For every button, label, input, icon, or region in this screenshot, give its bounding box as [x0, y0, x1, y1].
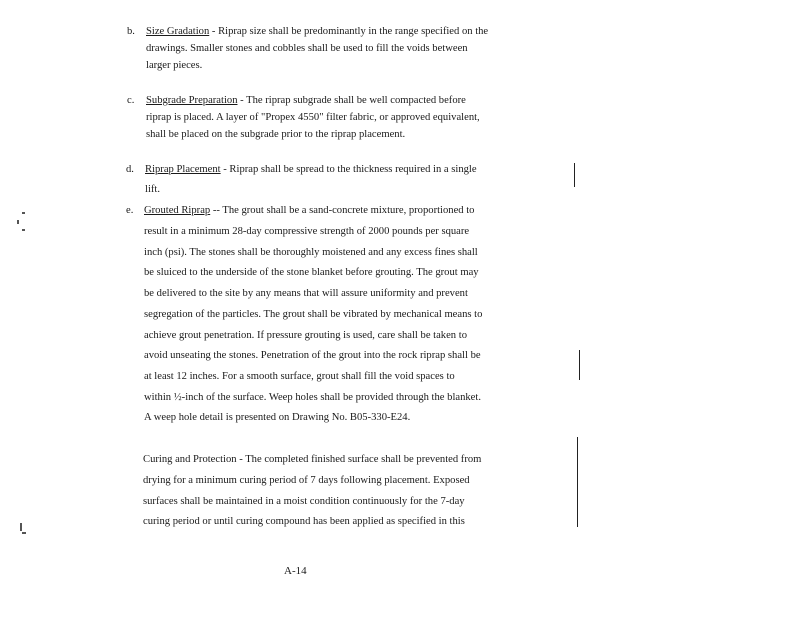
revision-bar	[579, 350, 580, 380]
item-e-line-10: within ½-inch of the surface. Weep holes shall be provided through the blanket.	[144, 392, 481, 403]
scan-speck	[22, 229, 25, 231]
revision-bar	[574, 163, 575, 187]
item-c-line-1	[146, 96, 466, 107]
item-d-line-1	[145, 165, 477, 176]
item-e-line-8: avoid unseating the stones. Penetration of the grout into the rock riprap shall be	[144, 350, 481, 361]
item-b-line-3: larger pieces.	[146, 60, 203, 71]
item-e-line-11: A weep hole detail is presented on Drawing No. B05-330-E24.	[144, 412, 411, 423]
item-e-line-4: be sluiced to the underside of the stone blanket before grouting. The grout may	[144, 267, 479, 278]
scan-speck	[22, 212, 25, 214]
item-d-text-1: - Riprap shall be spread to the thickness required in a single	[220, 164, 477, 175]
item-e-line-7: achieve grout penetration. If pressure grouting is used, care shall be taken to	[144, 330, 467, 341]
item-e-line-2: result in a minimum 28-day compressive strength of 2000 pounds per square	[144, 226, 470, 237]
curing-line-1: Curing and Protection - The completed finished surface shall be prevented from	[143, 454, 482, 465]
item-b-title: Size Gradation	[146, 26, 210, 37]
scan-speck	[20, 523, 22, 531]
revision-bar	[577, 437, 578, 527]
item-b-line-2: drawings. Smaller stones and cobbles shall be used to fill the voids between	[146, 43, 468, 54]
item-c-marker: c.	[127, 95, 135, 106]
item-e-title: Grouted Riprap	[144, 205, 211, 216]
curing-line-4: curing period or until curing compound has been applied as specified in this	[143, 516, 465, 527]
item-c-line-2: riprap is placed. A layer of "Propex 4550" filter fabric, or approved equivalent,	[146, 112, 480, 123]
item-b-text-1: - Riprap size shall be predominantly in the range specified on the	[209, 26, 489, 37]
item-d-title: Riprap Placement	[145, 164, 221, 175]
item-d-line-2: lift.	[145, 184, 161, 195]
item-e-line-1	[144, 206, 474, 217]
item-c-title: Subgrade Preparation	[146, 95, 238, 106]
page-number: A-14	[284, 565, 307, 577]
scan-speck	[17, 220, 19, 224]
item-b-line-1	[146, 27, 488, 38]
scan-speck	[22, 532, 26, 534]
item-e-line-5: be delivered to the site by any means that will assure uniformity and prevent	[144, 288, 468, 299]
item-e-line-3: inch (psi). The stones shall be thoroughly moistened and any excess fines shall	[144, 247, 478, 258]
item-e-marker: e.	[126, 205, 134, 216]
item-c-line-3: shall be placed on the subgrade prior to the riprap placement.	[146, 129, 406, 140]
item-c-text-1: - The riprap subgrade shall be well compacted before	[237, 95, 466, 106]
item-e-text-1: -- The grout shall be a sand-concrete mixture, proportioned to	[210, 205, 475, 216]
curing-line-2: drying for a minimum curing period of 7 days following placement. Exposed	[143, 475, 470, 486]
item-e-line-6: segregation of the particles. The grout shall be vibrated by mechanical means to	[144, 309, 483, 320]
item-e-line-9: at least 12 inches. For a smooth surface, grout shall fill the void spaces to	[144, 371, 455, 382]
item-d-marker: d.	[126, 164, 134, 175]
curing-line-3: surfaces shall be maintained in a moist condition continuously for the 7-day	[143, 496, 465, 507]
item-b-marker: b.	[127, 26, 135, 37]
